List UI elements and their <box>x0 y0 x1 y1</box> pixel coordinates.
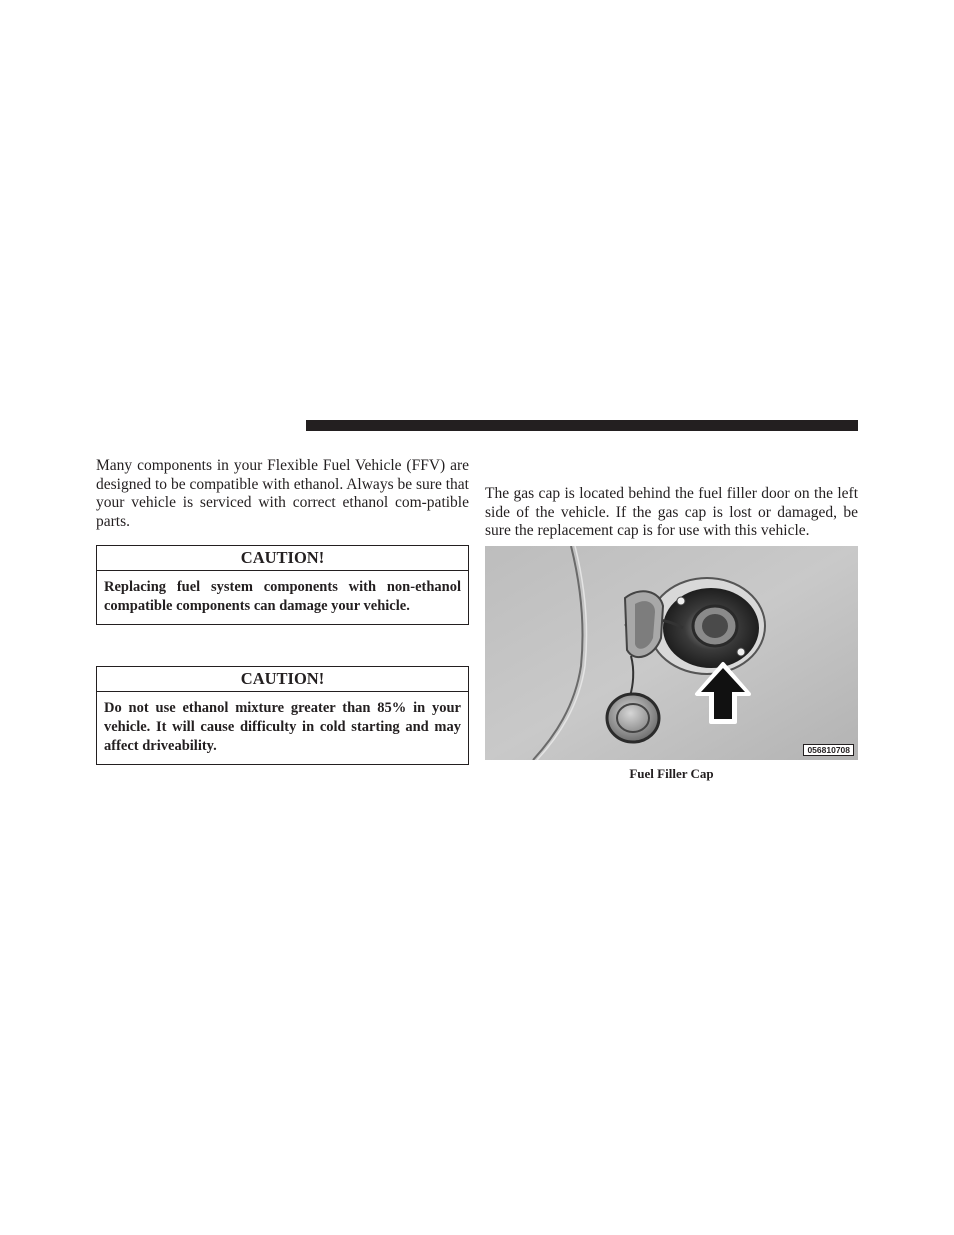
caution-title: CAUTION! <box>97 667 468 692</box>
fuel-filler-cap-photo <box>485 546 858 760</box>
caution-body: Do not use ethanol mixture greater than 85% in your vehicle. It will cause difficulty in cold starting and may affect driveability. <box>104 700 461 754</box>
caution-body: Replacing fuel system components with non-ethanol compatible components can damage your vehicle. <box>104 579 461 614</box>
caution-box-2 <box>96 666 469 765</box>
caution-box-1 <box>96 545 469 625</box>
caution-title: CAUTION! <box>97 546 468 571</box>
fuel-filler-illustration <box>485 546 858 760</box>
section-header-bar <box>306 420 858 431</box>
intro-paragraph: Many components in your Flexible Fuel Vehicle (FFV) are designed to be compatible with ethanol. Always be sure that your vehicle is serviced with correct ethanol com-patible parts. <box>96 457 469 531</box>
figure-code-label: 056810708 <box>803 744 854 756</box>
figure-caption: Fuel Filler Cap <box>629 766 714 781</box>
gas-cap-paragraph: The gas cap is located behind the fuel filler door on the left side of the vehicle. If the gas cap is lost or damaged, be sure the replacement cap is for use with this vehicle. <box>485 485 858 540</box>
